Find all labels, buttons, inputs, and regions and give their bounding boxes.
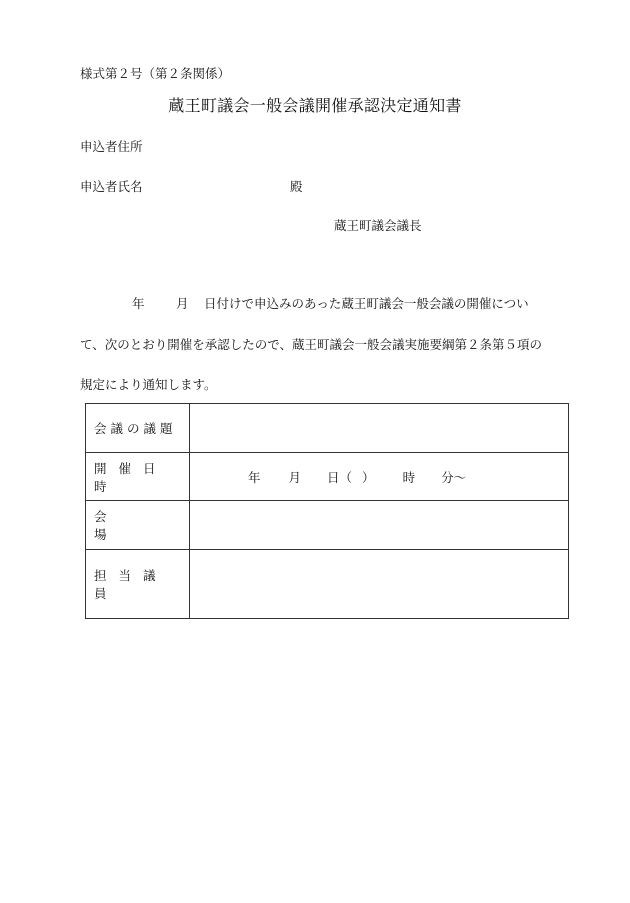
dt-hour: 時 xyxy=(402,469,416,485)
honorific: 殿 xyxy=(290,179,303,194)
table-row xyxy=(86,453,569,501)
issuer: 蔵王町議会議長 xyxy=(334,218,422,233)
member-label-text: 担当議員 xyxy=(94,568,168,601)
body-year: 年 xyxy=(132,296,145,311)
body-line-1: 日付けで申込みのあった蔵王町議会一般会議の開催につい xyxy=(204,296,529,311)
table-row xyxy=(86,501,569,550)
dt-day: 日（ xyxy=(327,469,353,485)
body-month: 月 xyxy=(176,296,189,311)
venue-label-text: 会場 xyxy=(94,509,157,542)
dt-year: 年 xyxy=(248,469,261,485)
member-value xyxy=(190,550,569,619)
datetime-label xyxy=(86,453,190,501)
member-label xyxy=(86,550,190,619)
topic-value xyxy=(190,404,569,453)
applicant-name-label: 申込者氏名 xyxy=(80,179,143,194)
body-line-2: て、次のとおり開催を承認したので、蔵王町議会一般会議実施要綱第２条第５項の xyxy=(80,337,543,352)
body-line-3: 規定により通知します。 xyxy=(80,377,217,392)
datetime-fields xyxy=(190,468,568,486)
details-table xyxy=(85,403,569,619)
topic-label-text: 会議の議題 xyxy=(94,421,177,436)
table-row xyxy=(86,404,569,453)
applicant-address-label: 申込者住所 xyxy=(80,139,143,154)
datetime-value xyxy=(190,453,569,501)
dt-month: 月 xyxy=(288,469,302,485)
datetime-label-text: 開催日時 xyxy=(94,460,168,494)
form-number: 様式第２号（第２条関係） xyxy=(80,66,231,81)
document-title: 蔵王町議会一般会議開催承認決定通知書 xyxy=(168,96,462,115)
dt-minute: 分～ xyxy=(441,469,467,485)
dt-paren-close: ） xyxy=(362,469,375,485)
venue-label xyxy=(86,501,190,550)
topic-label xyxy=(86,404,190,453)
venue-value xyxy=(190,501,569,550)
table-row xyxy=(86,550,569,619)
